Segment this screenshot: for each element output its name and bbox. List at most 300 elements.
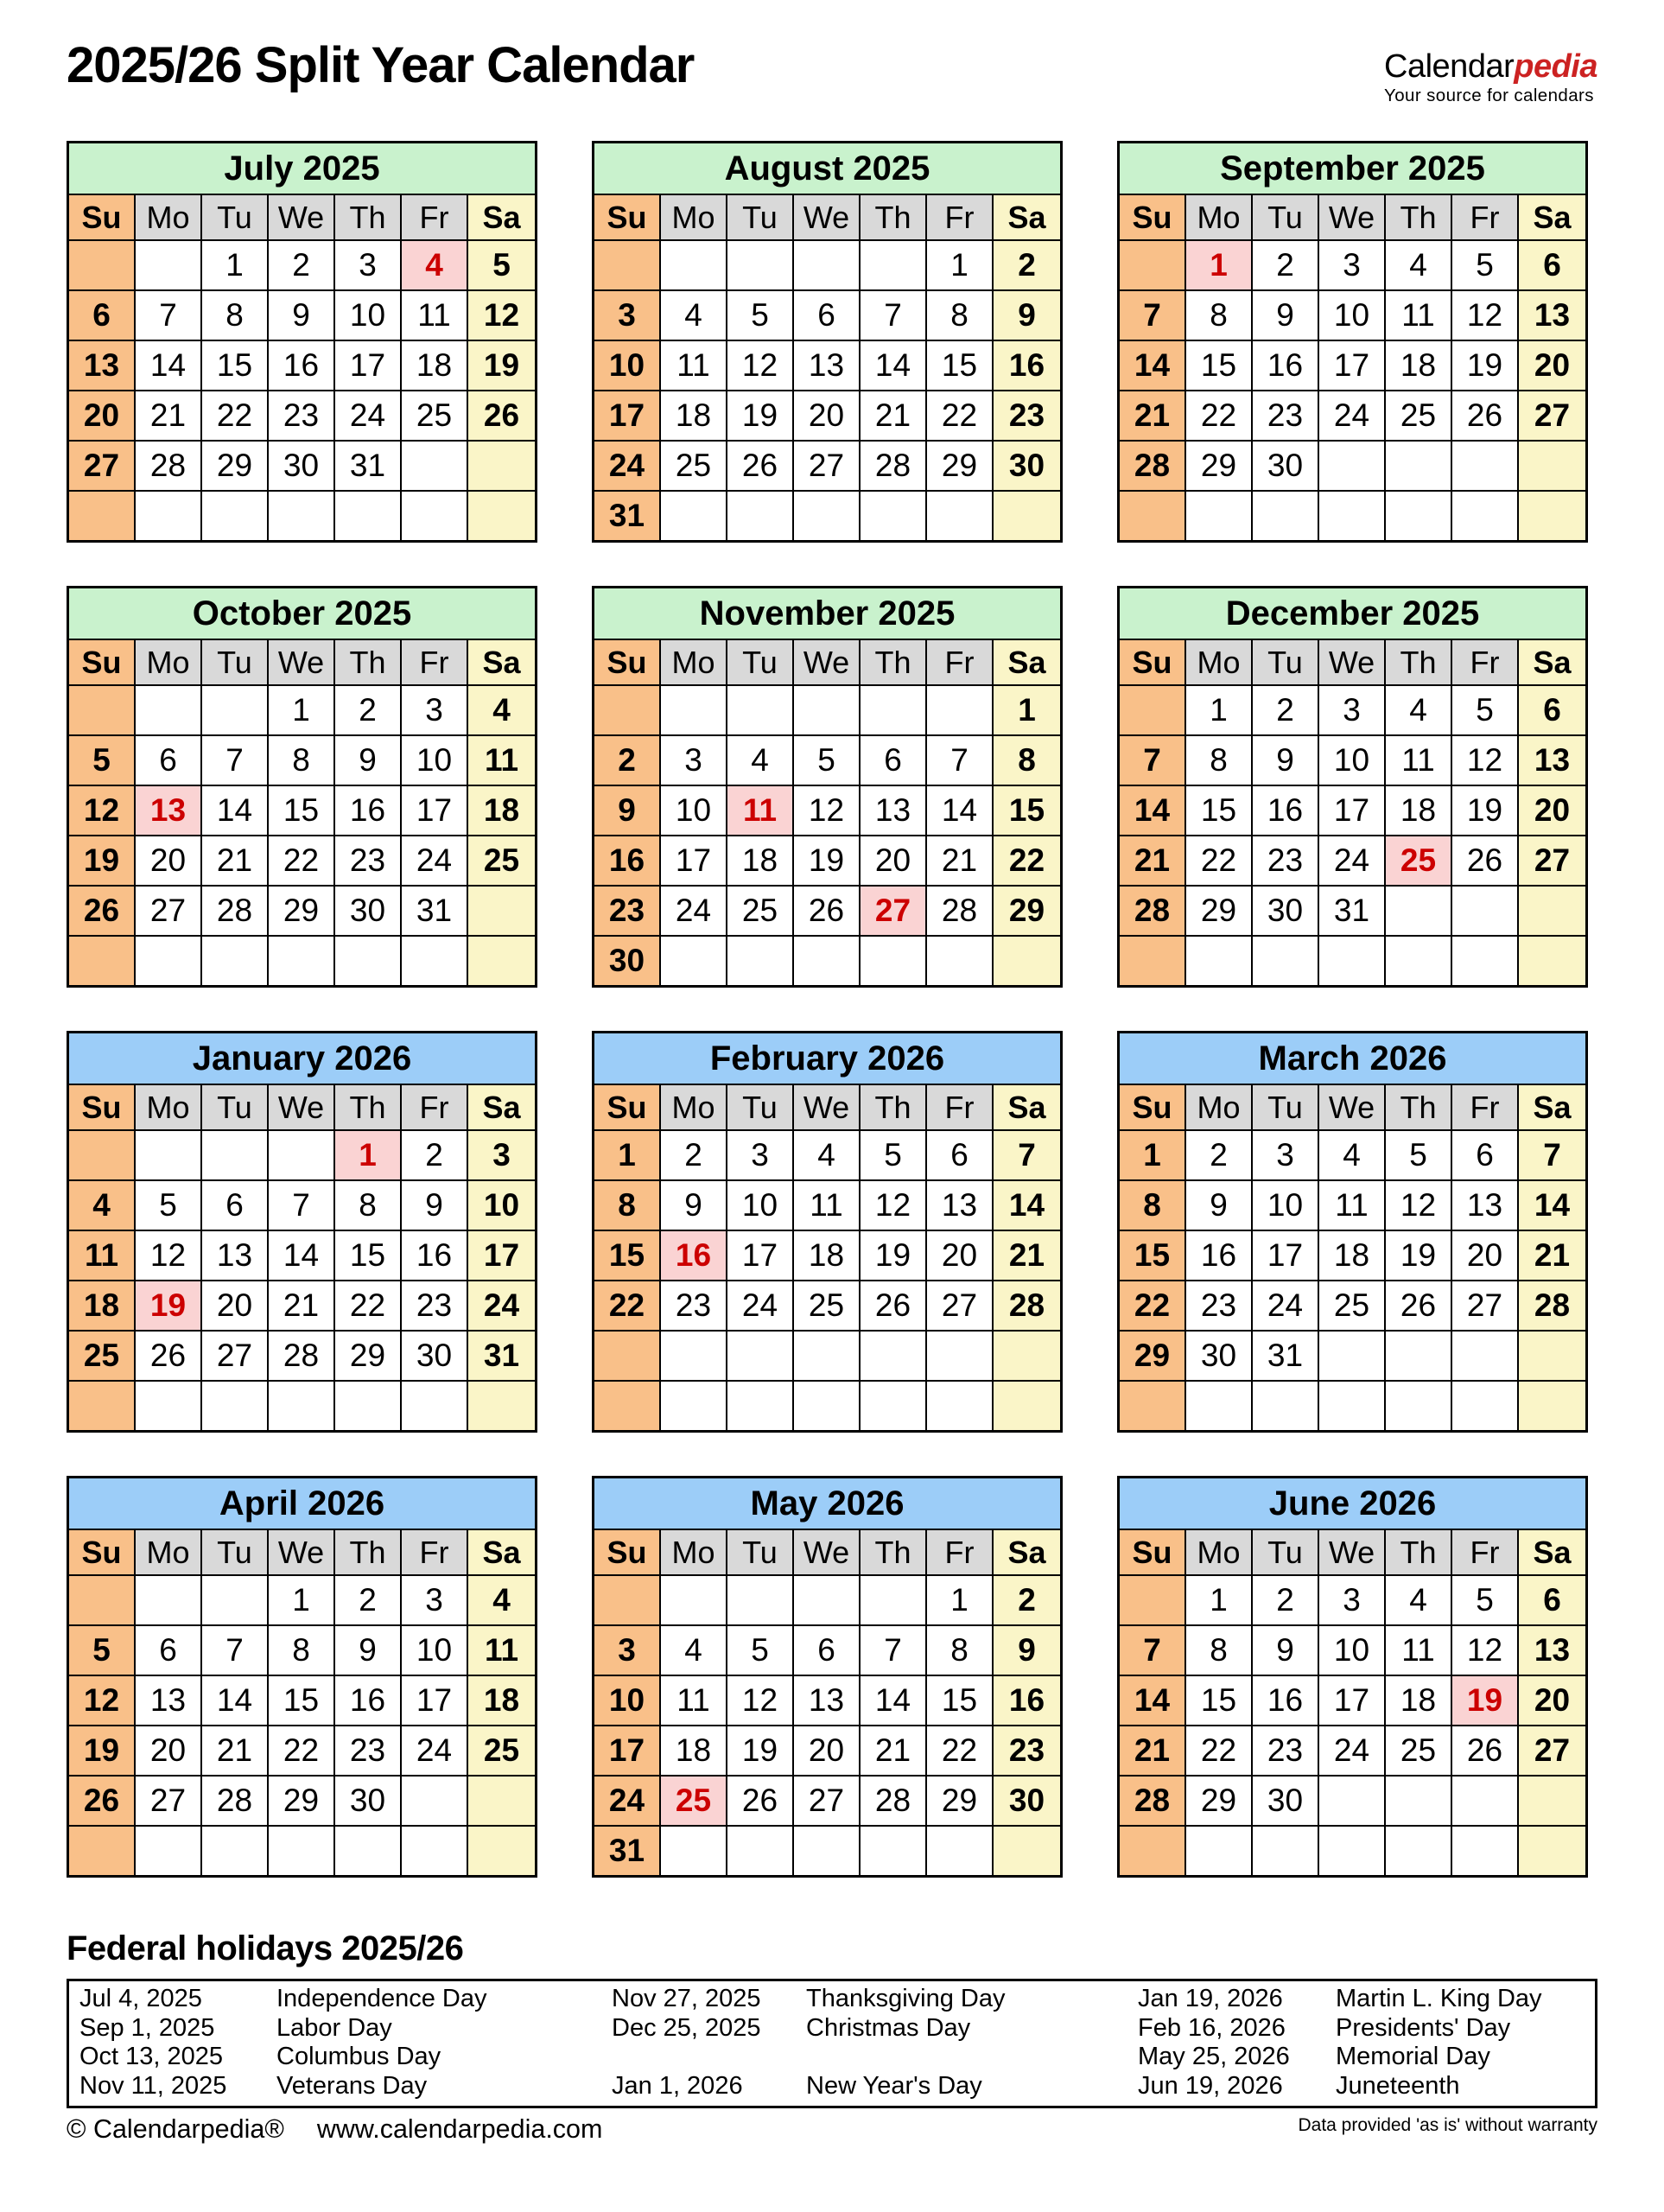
day-cell: 3 (335, 241, 402, 291)
day-cell-empty (468, 442, 535, 492)
day-cell: 1 (202, 241, 269, 291)
day-header: Th (335, 640, 402, 686)
day-cell: 3 (402, 1576, 468, 1626)
day-cell: 9 (1253, 1626, 1319, 1676)
day-cell: 2 (335, 1576, 402, 1626)
day-cell-empty (1386, 1332, 1452, 1382)
day-cell-empty (468, 937, 535, 985)
day-cell: 27 (1452, 1281, 1519, 1332)
day-cell-empty (1452, 1332, 1519, 1382)
day-cell-empty (994, 1827, 1060, 1875)
month-calendar (1117, 1031, 1588, 1433)
day-header: Su (1120, 1530, 1186, 1576)
day-cell: 26 (727, 442, 794, 492)
day-cell: 16 (1253, 786, 1319, 836)
month-title: November 2025 (594, 588, 1060, 640)
day-cell: 26 (136, 1332, 202, 1382)
day-header: Fr (927, 1085, 994, 1131)
day-cell: 6 (927, 1131, 994, 1181)
holiday-date: Feb 16, 2026 (1138, 2013, 1286, 2042)
holiday-date: May 25, 2026 (1138, 2043, 1290, 2070)
day-cell: 18 (661, 391, 727, 442)
day-cell-empty (661, 492, 727, 540)
day-cell: 6 (136, 736, 202, 786)
month-title: September 2025 (1120, 143, 1585, 195)
day-cell: 14 (136, 341, 202, 391)
day-cell: 8 (1186, 1626, 1253, 1676)
day-cell: 22 (927, 391, 994, 442)
day-cell: 10 (468, 1181, 535, 1231)
day-cell: 28 (861, 1777, 927, 1827)
day-header: Mo (661, 1530, 727, 1576)
holiday-date: Jan 19, 2026 (1138, 1985, 1283, 2012)
day-header: Su (594, 195, 661, 241)
day-cell: 24 (594, 1777, 661, 1827)
day-cell: 22 (202, 391, 269, 442)
day-cell: 23 (402, 1281, 468, 1332)
day-cell: 13 (794, 341, 861, 391)
day-cell: 8 (1186, 291, 1253, 341)
holiday-name: Thanksgiving Day (806, 1985, 1006, 2012)
day-header: Sa (1519, 640, 1585, 686)
holiday-name: Presidents' Day (1336, 2013, 1511, 2042)
day-cell: 11 (794, 1181, 861, 1231)
day-cell: 3 (1253, 1131, 1319, 1181)
day-cell: 25 (661, 1777, 727, 1827)
day-cell: 14 (861, 341, 927, 391)
day-cell: 9 (661, 1181, 727, 1231)
day-cell: 24 (727, 1281, 794, 1332)
day-cell-empty (1452, 887, 1519, 937)
day-cell: 2 (1253, 686, 1319, 736)
day-cell-empty (468, 887, 535, 937)
day-cell: 15 (202, 341, 269, 391)
day-cell: 8 (1120, 1181, 1186, 1231)
day-cell: 16 (335, 1676, 402, 1726)
page-title: 2025/26 Split Year Calendar (67, 37, 695, 93)
day-cell: 29 (927, 1777, 994, 1827)
day-header: Th (335, 195, 402, 241)
day-cell-empty (861, 937, 927, 985)
day-header: Sa (994, 640, 1060, 686)
day-header: Tu (727, 640, 794, 686)
day-cell-empty (1386, 492, 1452, 540)
day-cell: 9 (335, 736, 402, 786)
day-header: Th (335, 1085, 402, 1131)
day-cell: 31 (335, 442, 402, 492)
day-header: Tu (202, 1085, 269, 1131)
day-cell: 1 (927, 1576, 994, 1626)
day-cell-empty (335, 1382, 402, 1430)
day-cell: 22 (1186, 1726, 1253, 1777)
day-cell: 6 (136, 1626, 202, 1676)
day-cell: 28 (1120, 887, 1186, 937)
day-header: Th (1386, 195, 1452, 241)
holiday-name: Independence Day (276, 1985, 487, 2012)
day-cell: 10 (594, 341, 661, 391)
day-cell: 4 (661, 291, 727, 341)
day-cell: 30 (994, 442, 1060, 492)
month-calendar (592, 1476, 1063, 1878)
day-header: Tu (727, 1085, 794, 1131)
day-cell-empty (661, 1827, 727, 1875)
day-cell-empty (136, 492, 202, 540)
day-cell-empty (1319, 442, 1386, 492)
day-cell: 12 (1452, 1626, 1519, 1676)
day-cell-empty (927, 937, 994, 985)
day-cell: 24 (1319, 1726, 1386, 1777)
day-cell: 23 (594, 887, 661, 937)
day-cell: 9 (1186, 1181, 1253, 1231)
day-header: Mo (1186, 1085, 1253, 1131)
day-cell: 8 (927, 1626, 994, 1676)
day-cell: 29 (335, 1332, 402, 1382)
day-cell: 4 (69, 1181, 136, 1231)
holiday-name: Memorial Day (1336, 2043, 1490, 2070)
day-cell: 16 (269, 341, 335, 391)
day-cell: 21 (861, 1726, 927, 1777)
holiday-date: Nov 11, 2025 (79, 2071, 227, 2100)
day-cell: 4 (1319, 1131, 1386, 1181)
day-cell: 13 (1452, 1181, 1519, 1231)
day-cell: 25 (468, 1726, 535, 1777)
day-cell-empty (861, 241, 927, 291)
day-header: Sa (468, 1085, 535, 1131)
day-cell: 30 (1253, 887, 1319, 937)
day-cell: 21 (202, 836, 269, 887)
day-cell-empty (661, 937, 727, 985)
day-cell: 5 (1452, 1576, 1519, 1626)
day-cell: 23 (335, 836, 402, 887)
day-cell: 12 (794, 786, 861, 836)
day-header: Su (69, 195, 136, 241)
months-grid (67, 141, 1597, 1878)
day-cell-empty (468, 1827, 535, 1875)
logo-text-black: Calendar (1384, 48, 1515, 85)
day-cell: 14 (202, 786, 269, 836)
day-cell: 16 (1253, 341, 1319, 391)
day-cell: 24 (335, 391, 402, 442)
day-cell: 20 (202, 1281, 269, 1332)
day-cell: 7 (269, 1181, 335, 1231)
day-cell: 21 (1120, 1726, 1186, 1777)
month-calendar (67, 1031, 537, 1433)
day-header: Th (861, 640, 927, 686)
month-day-grid (69, 1085, 535, 1430)
day-cell: 30 (994, 1777, 1060, 1827)
day-cell: 18 (468, 786, 535, 836)
day-cell-empty (727, 937, 794, 985)
day-header: Th (1386, 640, 1452, 686)
holiday-name: Columbus Day (276, 2043, 441, 2070)
day-cell-empty (1452, 1827, 1519, 1875)
day-cell: 4 (468, 686, 535, 736)
day-cell: 11 (402, 291, 468, 341)
day-cell: 19 (727, 391, 794, 442)
day-header: Su (69, 1085, 136, 1131)
day-cell: 17 (594, 391, 661, 442)
day-cell: 10 (594, 1676, 661, 1726)
day-cell: 5 (1386, 1131, 1452, 1181)
day-cell: 22 (1186, 836, 1253, 887)
day-cell: 24 (661, 887, 727, 937)
page-footer (67, 2114, 1597, 2145)
day-cell: 16 (402, 1231, 468, 1281)
day-cell: 28 (994, 1281, 1060, 1332)
day-header: We (1319, 1085, 1386, 1131)
day-cell-empty (1186, 1827, 1253, 1875)
day-cell-empty (202, 1382, 269, 1430)
day-cell: 27 (202, 1332, 269, 1382)
day-cell: 15 (1186, 786, 1253, 836)
day-cell: 2 (1186, 1131, 1253, 1181)
day-cell: 15 (994, 786, 1060, 836)
day-cell: 28 (1519, 1281, 1585, 1332)
day-cell-empty (402, 1777, 468, 1827)
copyright-text: © Calendarpedia® (67, 2114, 284, 2144)
day-cell: 9 (1253, 736, 1319, 786)
month-day-grid (1120, 1085, 1585, 1430)
day-cell: 8 (594, 1181, 661, 1231)
holiday-name: Labor Day (276, 2013, 392, 2042)
day-cell: 30 (1253, 442, 1319, 492)
day-cell: 6 (794, 1626, 861, 1676)
day-header: We (794, 195, 861, 241)
day-cell: 8 (335, 1181, 402, 1231)
day-cell: 25 (1386, 1726, 1452, 1777)
day-cell-empty (1253, 1382, 1319, 1430)
page-header (67, 0, 1597, 141)
day-cell: 4 (661, 1626, 727, 1676)
day-cell: 11 (468, 1626, 535, 1676)
day-cell: 5 (69, 1626, 136, 1676)
day-cell-empty (202, 1576, 269, 1626)
day-header: Th (335, 1530, 402, 1576)
day-header: Sa (468, 195, 535, 241)
day-cell: 23 (1253, 1726, 1319, 1777)
day-cell: 6 (1452, 1131, 1519, 1181)
day-header: We (1319, 640, 1386, 686)
day-cell: 23 (335, 1726, 402, 1777)
day-cell: 20 (1519, 341, 1585, 391)
day-cell: 24 (468, 1281, 535, 1332)
day-cell: 20 (794, 1726, 861, 1777)
day-cell: 26 (1452, 1726, 1519, 1777)
day-header: Tu (1253, 1530, 1319, 1576)
day-cell: 12 (468, 291, 535, 341)
day-cell: 21 (202, 1726, 269, 1777)
day-cell: 26 (468, 391, 535, 442)
day-cell: 18 (1386, 1676, 1452, 1726)
day-cell: 7 (1120, 1626, 1186, 1676)
day-cell: 5 (69, 736, 136, 786)
day-cell: 9 (402, 1181, 468, 1231)
day-cell: 25 (727, 887, 794, 937)
month-title: May 2026 (594, 1478, 1060, 1530)
day-cell: 1 (335, 1131, 402, 1181)
day-cell: 17 (335, 341, 402, 391)
day-cell: 22 (335, 1281, 402, 1332)
day-cell-empty (136, 686, 202, 736)
holiday-name: New Year's Day (806, 2071, 982, 2100)
day-cell-empty (1319, 1827, 1386, 1875)
day-cell-empty (927, 1332, 994, 1382)
day-cell: 30 (1186, 1332, 1253, 1382)
day-header: Mo (1186, 640, 1253, 686)
month-day-grid (1120, 195, 1585, 540)
day-cell-empty (594, 1332, 661, 1382)
day-cell-empty (1186, 1382, 1253, 1430)
day-cell: 20 (1452, 1231, 1519, 1281)
day-header: Su (1120, 640, 1186, 686)
day-cell-empty (1120, 1827, 1186, 1875)
day-cell: 22 (1186, 391, 1253, 442)
day-cell: 27 (1519, 836, 1585, 887)
day-cell: 19 (1452, 1676, 1519, 1726)
day-cell: 22 (269, 1726, 335, 1777)
day-cell: 23 (1253, 836, 1319, 887)
day-cell: 11 (661, 1676, 727, 1726)
day-cell-empty (1186, 492, 1253, 540)
day-cell: 6 (69, 291, 136, 341)
holiday-date: Oct 13, 2025 (79, 2043, 224, 2070)
day-cell: 7 (861, 1626, 927, 1676)
holiday-date: Jul 4, 2025 (79, 1985, 202, 2012)
day-cell: 18 (402, 341, 468, 391)
day-cell: 1 (1120, 1131, 1186, 1181)
day-cell-empty (794, 686, 861, 736)
day-cell: 22 (594, 1281, 661, 1332)
day-cell: 28 (202, 887, 269, 937)
day-cell: 17 (1319, 341, 1386, 391)
day-cell: 8 (269, 736, 335, 786)
month-calendar (67, 586, 537, 988)
day-cell: 8 (1186, 736, 1253, 786)
day-cell: 27 (136, 887, 202, 937)
federal-holidays-section (67, 1929, 1597, 2145)
month-title: February 2026 (594, 1033, 1060, 1085)
day-cell: 30 (594, 937, 661, 985)
day-header: Tu (202, 1530, 269, 1576)
month-day-grid (1120, 1530, 1585, 1875)
day-cell: 19 (861, 1231, 927, 1281)
day-cell: 16 (661, 1231, 727, 1281)
day-cell: 7 (202, 736, 269, 786)
day-cell: 18 (1386, 786, 1452, 836)
day-cell-empty (594, 686, 661, 736)
month-day-grid (1120, 640, 1585, 985)
day-cell: 13 (1519, 1626, 1585, 1676)
day-header: Mo (136, 640, 202, 686)
month-title: January 2026 (69, 1033, 535, 1085)
footer-url[interactable]: www.calendarpedia.com (316, 2114, 603, 2144)
day-cell: 11 (468, 736, 535, 786)
day-cell-empty (794, 241, 861, 291)
day-header: Fr (1452, 640, 1519, 686)
day-cell: 2 (1253, 241, 1319, 291)
day-header: Sa (468, 640, 535, 686)
day-cell: 5 (794, 736, 861, 786)
day-cell: 25 (1319, 1281, 1386, 1332)
day-cell: 22 (1120, 1281, 1186, 1332)
day-header: We (1319, 195, 1386, 241)
day-cell: 7 (927, 736, 994, 786)
day-cell: 31 (594, 1827, 661, 1875)
day-cell: 15 (927, 1676, 994, 1726)
day-cell-empty (402, 442, 468, 492)
month-title: April 2026 (69, 1478, 535, 1530)
day-cell: 8 (994, 736, 1060, 786)
day-cell: 3 (468, 1131, 535, 1181)
day-header: Sa (468, 1530, 535, 1576)
day-cell: 15 (594, 1231, 661, 1281)
month-calendar (1117, 586, 1588, 988)
day-cell-empty (794, 1576, 861, 1626)
day-cell: 26 (727, 1777, 794, 1827)
day-cell: 4 (402, 241, 468, 291)
day-cell: 6 (202, 1181, 269, 1231)
day-cell: 31 (1253, 1332, 1319, 1382)
day-header: Th (861, 1085, 927, 1131)
day-header: Su (594, 640, 661, 686)
day-cell: 23 (994, 1726, 1060, 1777)
day-cell: 12 (861, 1181, 927, 1231)
day-cell: 31 (402, 887, 468, 937)
month-day-grid (69, 640, 535, 985)
day-cell: 27 (136, 1777, 202, 1827)
day-cell: 13 (69, 341, 136, 391)
day-cell: 26 (69, 1777, 136, 1827)
day-cell: 28 (269, 1332, 335, 1382)
month-calendar (67, 1476, 537, 1878)
day-cell: 28 (1120, 1777, 1186, 1827)
day-cell: 10 (335, 291, 402, 341)
day-cell: 20 (927, 1231, 994, 1281)
day-cell-empty (136, 1576, 202, 1626)
day-header: Fr (1452, 1085, 1519, 1131)
day-header: Tu (727, 1530, 794, 1576)
day-cell: 1 (269, 686, 335, 736)
holiday-date (612, 2043, 806, 2072)
day-header: Sa (994, 1530, 1060, 1576)
day-cell: 27 (1519, 391, 1585, 442)
day-cell: 7 (136, 291, 202, 341)
logo-wordmark (1384, 50, 1597, 83)
day-cell-empty (661, 1576, 727, 1626)
day-cell: 22 (269, 836, 335, 887)
day-header: Sa (1519, 195, 1585, 241)
day-cell-empty (727, 1332, 794, 1382)
day-cell: 19 (727, 1726, 794, 1777)
day-cell-empty (468, 1382, 535, 1430)
day-cell: 14 (1120, 786, 1186, 836)
day-cell-empty (861, 686, 927, 736)
day-cell: 29 (1186, 1777, 1253, 1827)
month-day-grid (594, 640, 1060, 985)
day-cell: 6 (1519, 241, 1585, 291)
day-cell-empty (727, 1576, 794, 1626)
day-header: Mo (136, 1530, 202, 1576)
day-cell: 26 (69, 887, 136, 937)
day-cell: 1 (1186, 241, 1253, 291)
day-cell-empty (1319, 1332, 1386, 1382)
day-cell-empty (69, 1131, 136, 1181)
day-cell: 1 (927, 241, 994, 291)
day-cell: 4 (727, 736, 794, 786)
day-cell: 29 (1120, 1332, 1186, 1382)
day-cell-empty (994, 1332, 1060, 1382)
day-cell: 5 (136, 1181, 202, 1231)
